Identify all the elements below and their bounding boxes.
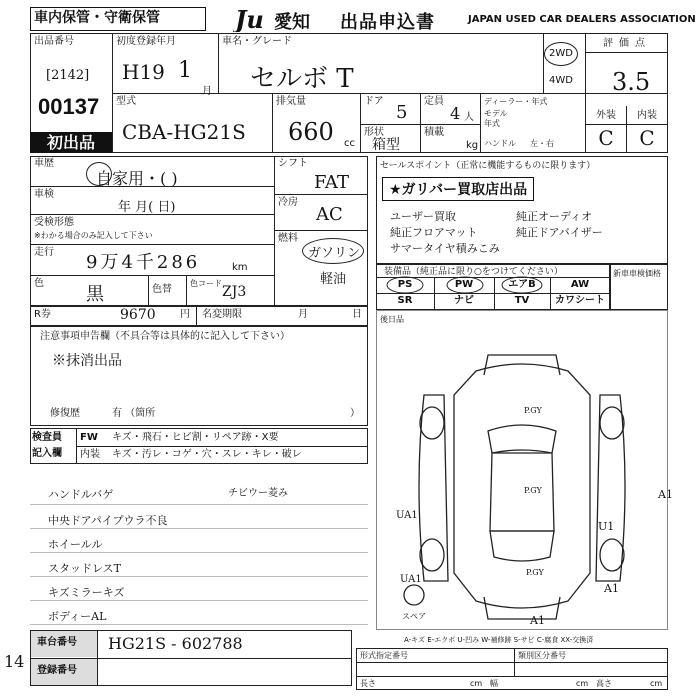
score-label: 評価点 (603, 38, 651, 49)
fuel-diesel: 軽油 (320, 272, 347, 287)
diagram-mark-7: A1 (530, 614, 545, 627)
name-change-day: 日 (352, 309, 362, 320)
equip-leather: カワシート (555, 295, 605, 306)
dealer-label: ディーラー・年式 (484, 97, 548, 106)
association-name: JAPAN USED CAR DEALERS ASSOCIATION (468, 14, 696, 25)
remark-6: ボディーAL (48, 610, 107, 623)
dealer-model: モデル (484, 109, 508, 118)
car-name-label: 車名・グレード (222, 36, 292, 47)
fuel-gasoline: ガソリン (308, 246, 361, 261)
equip-ps: PS (397, 279, 413, 290)
equip-airbag: エアB (508, 279, 536, 290)
r-ticket-value: 9670 (120, 307, 156, 323)
inspector-int: 内装 (80, 449, 100, 460)
registration-month-unit: 月 (202, 86, 212, 97)
drive-2wd: 2WD (549, 48, 573, 59)
wheel-rr (600, 539, 624, 571)
drive-4wd: 4WD (549, 75, 573, 86)
chassis-value: HG21S - 602788 (108, 634, 243, 653)
doors-label: ドア (364, 96, 384, 107)
remark-3: ホイールル (48, 538, 103, 551)
form-title: 出品申込書 (340, 12, 435, 33)
name-change-month: 月 (298, 309, 308, 320)
color-value: 黒 (86, 284, 104, 305)
capacity-unit: kg (466, 140, 479, 151)
width-label: 幅 (490, 679, 498, 688)
ac-label: 冷房 (278, 197, 298, 208)
sales-label: セールスポイント（正常に機能するものに限ります） (380, 161, 596, 171)
diagram-mark-1: P.GY (524, 406, 542, 415)
interior-value: C (639, 126, 655, 150)
color-code-label: 色コード (190, 279, 222, 288)
inspector-fw-items: キズ・飛石・ヒビ割・リペア跡・X要 (112, 432, 279, 443)
car-roof (490, 453, 554, 531)
wheel-fr (600, 407, 624, 439)
length-unit: cm (470, 679, 483, 688)
reg-no-label: 登録番号 (31, 659, 97, 685)
cat-label: 類別区分番号 (518, 651, 566, 660)
diagram-legend: A-キズ E-エクボ U-凹み W-補修跡 S-サビ C-腐食 XX-交換済 (404, 636, 594, 644)
color-code-value: ZJ3 (222, 284, 247, 300)
equip-sr: SR (397, 295, 413, 306)
color-label: 色 (34, 278, 44, 289)
height-label: 高さ (596, 679, 612, 688)
name-change-label: 名変期限 (202, 309, 242, 320)
remark-7: チビウー菱み (228, 488, 288, 499)
mileage-unit: km (232, 262, 248, 273)
diagram-mark-3: P.GY (526, 568, 544, 577)
inspector-int-items: キズ・汚レ・コゲ・穴・スレ・キレ・破レ (112, 449, 302, 460)
equip-aw: AW (570, 279, 590, 290)
width-unit: cm (576, 679, 589, 688)
sales-point-3: 純正フロアマット (390, 226, 478, 239)
repair-label: 修復歴 (50, 408, 80, 419)
repair-close: ） (350, 408, 360, 419)
cert-label: 形式指定番号 (360, 651, 408, 660)
remark-2: 中央ドアパイプウラ不良 (48, 514, 168, 527)
seats-label: 定員 (424, 96, 444, 107)
registration-month: 1 (178, 58, 192, 83)
remark-4: スタッドレスT (48, 562, 122, 575)
receipt-note: ※わかる場合のみ記入して下さい (34, 231, 153, 240)
diagram-mark-4: A1 (658, 488, 673, 501)
ju-logo (233, 6, 277, 32)
equip-navi: ナビ (454, 295, 474, 306)
r-ticket-label: R券 (34, 309, 51, 320)
displacement-value: 660 (288, 118, 334, 146)
sales-point-2: 純正オーディオ (516, 210, 593, 223)
inspection-label: 車検 (34, 189, 54, 200)
lot-label: 出品番号 (34, 36, 74, 47)
doors-value: 5 (396, 102, 408, 123)
front-bumper (484, 355, 560, 375)
r-ticket-unit: 円 (180, 309, 190, 320)
equip-circles (376, 264, 610, 310)
usage-value: 自家用・( ) (96, 169, 178, 188)
length-label: 長さ (360, 679, 376, 688)
inspector-label-2: 記入欄 (32, 448, 62, 459)
drive-2wd-circle (544, 42, 578, 66)
new-car-price-label: 新車車検価格 (613, 269, 661, 278)
spare-wheel (404, 585, 424, 605)
exterior-value: C (598, 126, 614, 150)
sales-point-4: 純正ドアバイザー (516, 226, 603, 239)
circle-pw (447, 277, 483, 293)
capacity-label: 積載 (424, 127, 444, 138)
registration-year: H19 (122, 60, 165, 84)
rear-label: 後日品 (380, 315, 404, 324)
seats-value: 4 (450, 104, 461, 123)
diagram-mark-6: A1 (604, 582, 619, 595)
notes-label: 注意事項申告欄（不具合等は具体的に記入して下さい） (40, 331, 290, 342)
chassis-label: 車台番号 (31, 631, 97, 657)
diagram-mark-9: UA1 (400, 574, 422, 585)
car-name-value: セルボ T (250, 64, 354, 94)
registration-label: 初度登録年月 (116, 36, 176, 47)
logo-text: 愛知 (274, 12, 310, 33)
fuel-circle (302, 238, 364, 264)
handle-options: 左・右 (530, 139, 554, 148)
displacement-unit: cc (344, 138, 355, 149)
lot-code: [2142] (46, 68, 90, 83)
r-ticket-row (30, 306, 368, 326)
seats-unit: 人 (464, 112, 474, 123)
mileage-label: 走行 (34, 247, 54, 258)
first-listing-badge: 初出品 (30, 132, 112, 153)
interior-label: 内装 (637, 110, 657, 121)
handle-label: ハンドル (484, 139, 516, 148)
receipt-label: 受検形態 (34, 217, 74, 228)
svg-text:Ju: Ju (235, 6, 264, 32)
height-unit: cm (650, 679, 663, 688)
exterior-label: 外装 (596, 110, 616, 121)
car-windshield (488, 425, 556, 453)
spare-label: スペア (402, 612, 426, 621)
inspection-value: 年 月( 日) (118, 200, 176, 215)
ju-logo-mark (233, 6, 277, 32)
inspector-label-1: 検査員 (32, 432, 62, 443)
score-value: 3.5 (612, 68, 651, 96)
circle-airbag (502, 277, 542, 293)
equipment-label: 装備品（純正品に限り○をつけてください） (384, 267, 563, 277)
model-label: 型式 (116, 96, 136, 107)
equip-tv: TV (514, 295, 530, 306)
fuel-label: 燃料 (278, 233, 298, 244)
lot-number: 00137 (38, 94, 100, 119)
diagram-mark-5: U1 (598, 520, 615, 533)
wheel-rl (420, 539, 444, 571)
wheel-fl (420, 407, 444, 439)
shift-label: シフト (278, 158, 308, 169)
storage-tag: 車内保管・守衛保管 (30, 7, 206, 31)
margin-number: 14 (4, 652, 25, 671)
remark-1: ハンドルバゲ (48, 488, 114, 501)
equip-pw: PW (454, 279, 474, 290)
repair-value: 有 （箇所 (112, 408, 156, 419)
usage-label: 車歴 (34, 158, 54, 169)
car-top-outline (454, 364, 590, 608)
notes-value: ※抹消出品 (52, 353, 122, 369)
usage-circle (86, 162, 112, 186)
circle-ps (387, 277, 423, 293)
ac-value: AC (316, 204, 343, 225)
inspector-fw: FW (80, 432, 98, 443)
car-rear-window (490, 531, 554, 561)
displacement-label: 排気量 (276, 96, 306, 107)
sales-stamp: ★ガリバー買取店出品 (382, 177, 534, 201)
diagram-mark-2: P.GY (524, 486, 542, 495)
mileage-value: 9万4千286 (86, 252, 201, 273)
model-value: CBA-HG21S (122, 120, 246, 144)
sales-point-5: サマータイヤ積みこみ (390, 242, 500, 255)
remark-5: キズミラーキズ (48, 586, 125, 599)
shape-label: 形状 (364, 127, 384, 138)
repaint-label: 色替 (152, 284, 172, 295)
diagram-mark-8: UA1 (396, 510, 418, 521)
dealer-year: 年式 (484, 119, 500, 128)
shift-value: FAT (314, 172, 349, 193)
shape-value: 箱型 (372, 137, 400, 153)
sales-point-1: ユーザー買取 (390, 210, 456, 223)
